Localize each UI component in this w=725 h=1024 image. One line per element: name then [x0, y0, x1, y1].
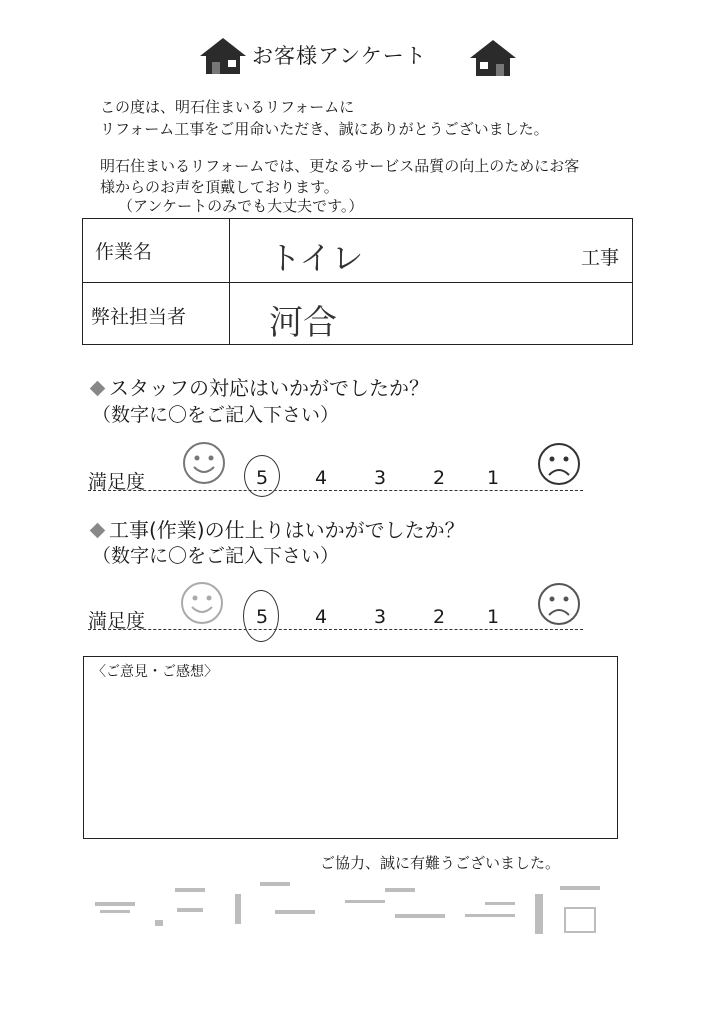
info-table [82, 218, 633, 345]
rating-option[interactable]: 3 [374, 467, 387, 489]
rating-option[interactable]: 4 [315, 467, 328, 489]
sad-face-icon [536, 441, 582, 487]
diamond-icon [90, 381, 106, 397]
work-suffix: 工事 [581, 247, 620, 269]
question-2-instruction: （数字に〇をご記入下さい） [92, 545, 340, 567]
question-1-title [92, 372, 429, 401]
rating-option[interactable]: 1 [487, 467, 500, 489]
rating-option[interactable]: 5 [256, 606, 269, 628]
question-2-text: 工事(作業)の仕上りはいかがでしたか？ [109, 518, 465, 542]
question-1-text: スタッフの対応はいかがでしたか？ [109, 376, 429, 400]
question-1-instruction: （数字に〇をご記入下さい） [92, 404, 340, 426]
house-icon [198, 34, 248, 76]
rating-option[interactable]: 2 [433, 606, 446, 628]
intro-line: この度は、明石住まいるリフォームに [100, 98, 355, 116]
faded-footer-graphic [85, 880, 615, 940]
rating-option[interactable]: 1 [487, 606, 500, 628]
satisfaction-line [88, 629, 583, 630]
smiley-face-icon [181, 440, 227, 486]
table-divider [229, 219, 230, 344]
rating-option[interactable]: 3 [374, 606, 387, 628]
intro-line: 様からのお声を頂戴しております。 [100, 178, 339, 196]
diamond-icon [90, 523, 106, 539]
satisfaction-line [88, 490, 583, 491]
sad-face-icon [536, 581, 582, 627]
house-icon [468, 36, 518, 78]
question-2-title [92, 514, 465, 543]
selected-rating-circle [244, 455, 280, 497]
work-name-value[interactable]: トイレ [269, 239, 364, 277]
page-title: お客様アンケート [252, 44, 427, 68]
intro-line: リフォーム工事をご用命いただき、誠にありがとうございました。 [100, 120, 549, 138]
table-divider [83, 282, 632, 283]
satisfaction-label: 満足度 [88, 471, 146, 493]
selected-rating-circle [243, 590, 279, 642]
rating-option[interactable]: 4 [315, 606, 328, 628]
comments-box[interactable] [83, 656, 618, 839]
rating-option[interactable]: 5 [256, 467, 269, 489]
smiley-face-icon [179, 580, 225, 626]
staff-value[interactable]: 河合 [269, 303, 337, 343]
work-name-label: 作業名 [95, 241, 153, 263]
staff-label: 弊社担当者 [91, 306, 187, 328]
intro-note: （アンケートのみでも大丈夫です。） [118, 197, 364, 215]
thanks-text: ご協力、誠に有難うございました。 [320, 854, 561, 872]
intro-line: 明石住まいるリフォームでは、更なるサービス品質の向上のためにお客 [100, 157, 580, 175]
satisfaction-label: 満足度 [88, 610, 146, 632]
rating-option[interactable]: 2 [433, 467, 446, 489]
comments-label: 〈ご意見・ご感想〉 [92, 664, 218, 680]
